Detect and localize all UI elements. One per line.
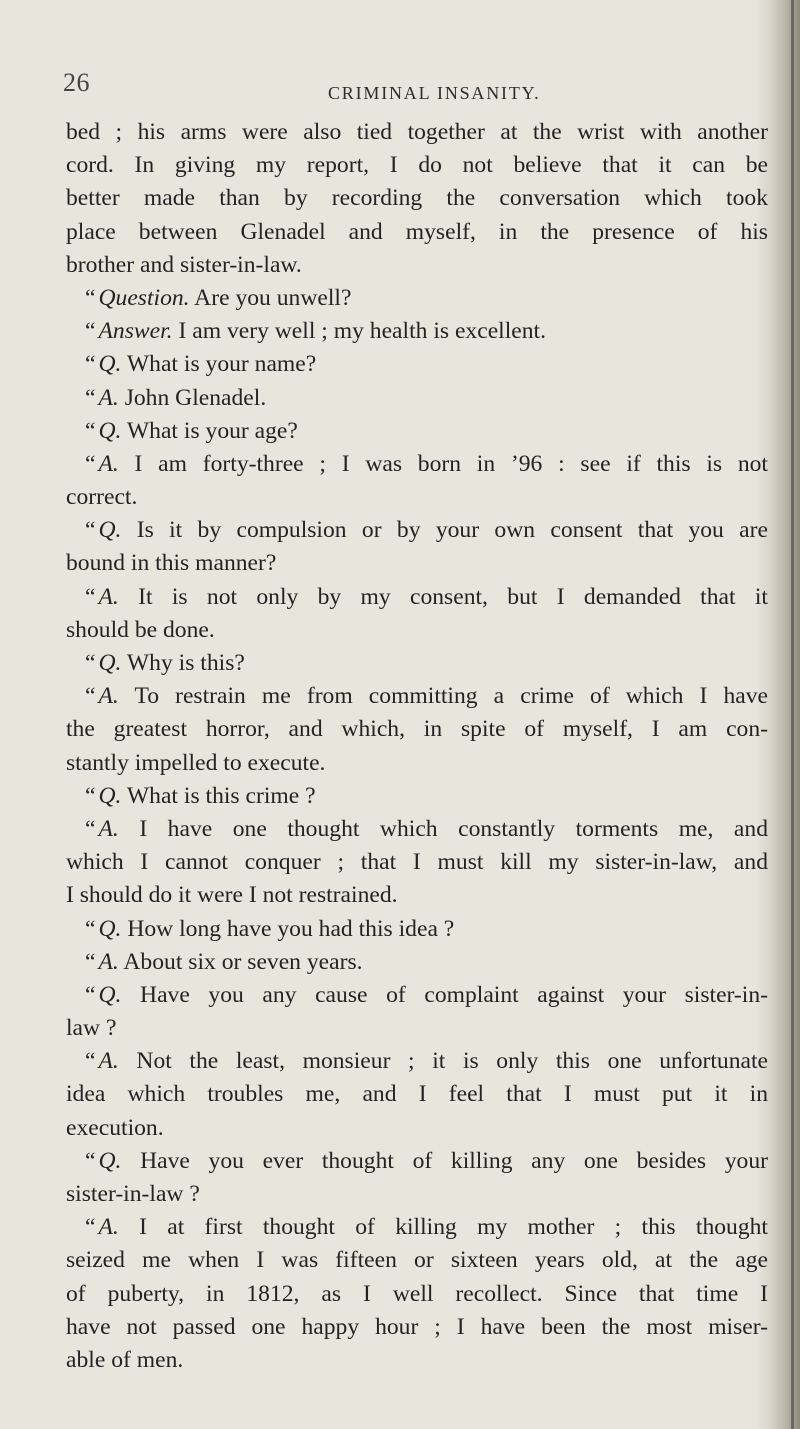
open-quote: “ [85, 583, 96, 610]
line-text: Are you unwell? [189, 284, 352, 311]
text-line [66, 913, 768, 946]
text-line [66, 780, 768, 813]
line-text: Not the least, monsieur ; it is only this one unfortunate [118, 1048, 768, 1075]
open-quote: “ [85, 417, 96, 444]
speaker-label: Q. [98, 351, 122, 378]
text-line [66, 481, 768, 514]
speaker-label: Answer. [98, 318, 173, 345]
text-line [66, 846, 768, 879]
line-text: What is your name? [121, 351, 317, 378]
line-text: correct. [66, 484, 138, 511]
text-line [66, 448, 768, 481]
open-quote: “ [85, 948, 96, 975]
open-quote: “ [85, 782, 96, 809]
text-line [66, 979, 768, 1012]
line-text: To restrain me from committing a crime of which I have [118, 683, 768, 710]
text-line [66, 1344, 768, 1377]
open-quote: “ [85, 384, 96, 411]
text-line [66, 1078, 768, 1111]
speaker-label: Q. [98, 915, 122, 942]
running-title: CRIMINAL INSANITY. [328, 83, 541, 103]
text-line [66, 1178, 768, 1211]
speaker-label: A. [98, 583, 119, 610]
line-text: able of men. [66, 1346, 184, 1373]
open-quote: “ [85, 351, 96, 378]
line-text: stantly impelled to execute. [66, 749, 326, 776]
text-line [66, 415, 768, 448]
text-line [66, 547, 768, 580]
line-text: Why is this? [121, 650, 245, 676]
speaker-label: Q. [98, 782, 122, 809]
open-quote: “ [85, 650, 96, 676]
page-body-text [66, 116, 768, 1377]
text-line [66, 1145, 768, 1178]
line-text: better made than by recording the conversation which took [66, 185, 768, 212]
text-line [66, 348, 768, 381]
line-text: sister-in-law ? [66, 1181, 200, 1207]
speaker-label: A. [98, 384, 119, 411]
speaker-label: A. [98, 815, 119, 842]
line-text: which I cannot conquer ; that I must kill my sister-in-law, and [66, 849, 768, 876]
text-line [66, 647, 768, 680]
open-quote: “ [85, 450, 96, 477]
line-text: What is this crime ? [121, 782, 316, 809]
speaker-label: A. [98, 1214, 119, 1241]
text-line [66, 216, 768, 249]
line-text: About six or seven years. [118, 948, 363, 975]
text-line [66, 1112, 768, 1145]
open-quote: “ [85, 981, 96, 1008]
open-quote: “ [85, 915, 96, 942]
speaker-label: Q. [98, 517, 122, 544]
line-text: execution. [66, 1114, 164, 1141]
text-line [66, 713, 768, 746]
line-text: the greatest horror, and which, in spite of myself, I am con- [66, 716, 768, 743]
text-line [66, 1278, 768, 1311]
line-text: I have one thought which constantly torments me, and [118, 815, 768, 842]
text-line [66, 514, 768, 547]
line-text: bed ; his arms were also tied together at the wrist with another [66, 119, 768, 145]
open-quote: “ [85, 1214, 96, 1241]
line-text: have not passed one happy hour ; I have been the most miser- [66, 1313, 768, 1340]
line-text: I am very well ; my health is excellent. [172, 318, 547, 345]
line-text: It is not only by my consent, but I demanded that it [118, 583, 768, 610]
line-text: What is your age? [121, 417, 298, 444]
line-text: Is it by compulsion or by your own consent that you are [121, 517, 768, 544]
line-text: cord. In giving my report, I do not believe that it can be [66, 152, 768, 179]
text-line [66, 1311, 768, 1344]
page-edge-line [791, 0, 794, 1429]
text-line [66, 680, 768, 713]
open-quote: “ [85, 1048, 96, 1075]
speaker-label: A. [98, 450, 119, 477]
text-line [66, 1211, 768, 1244]
open-quote: “ [85, 284, 96, 311]
text-line [66, 581, 768, 614]
text-line [66, 1045, 768, 1078]
open-quote: “ [85, 683, 96, 710]
text-line [66, 1244, 768, 1277]
line-text: Have you ever thought of killing any one besides your [121, 1147, 768, 1174]
line-text: I am forty-three ; I was born in ’96 : see if this is not [118, 450, 768, 477]
speaker-label: A. [98, 948, 119, 975]
open-quote: “ [85, 517, 96, 544]
text-line [66, 282, 768, 315]
text-line [66, 1012, 768, 1045]
line-text: Have you any cause of complaint against your sister-in- [121, 981, 768, 1008]
line-text: I should do it were I not restrained. [66, 882, 398, 909]
line-text: John Glenadel. [118, 384, 267, 411]
speaker-label: A. [98, 1048, 119, 1075]
line-text: I at first thought of killing my mother ; this thought [118, 1214, 768, 1241]
text-line [66, 315, 768, 348]
text-line [66, 182, 768, 215]
speaker-label: Q. [98, 417, 122, 444]
line-text: idea which troubles me, and I feel that I must put it in [66, 1081, 768, 1108]
line-text: of puberty, in 1812, as I well recollect. Since that time I [66, 1280, 768, 1307]
open-quote: “ [85, 1147, 96, 1174]
line-text: brother and sister-in-law. [66, 251, 302, 278]
speaker-label: A. [98, 683, 119, 710]
text-line [66, 879, 768, 912]
text-line [66, 249, 768, 282]
open-quote: “ [85, 318, 96, 345]
text-line [66, 946, 768, 979]
speaker-label: Question. [98, 284, 190, 311]
line-text: should be done. [66, 616, 215, 643]
line-text: How long have you had this idea ? [121, 915, 455, 942]
text-line [66, 747, 768, 780]
page-number: 26 [63, 68, 90, 97]
text-line [66, 382, 768, 415]
text-line [66, 116, 768, 149]
text-line [66, 149, 768, 182]
line-text: place between Glenadel and myself, in the presence of his [66, 218, 768, 245]
open-quote: “ [85, 815, 96, 842]
text-line [66, 614, 768, 647]
line-text: seized me when I was fifteen or sixteen years old, at the age [66, 1247, 768, 1274]
speaker-label: Q. [98, 1147, 122, 1174]
speaker-label: Q. [98, 981, 122, 1008]
speaker-label: Q. [98, 650, 122, 676]
line-text: bound in this manner? [66, 550, 277, 577]
line-text: law ? [66, 1015, 117, 1042]
text-line [66, 813, 768, 846]
